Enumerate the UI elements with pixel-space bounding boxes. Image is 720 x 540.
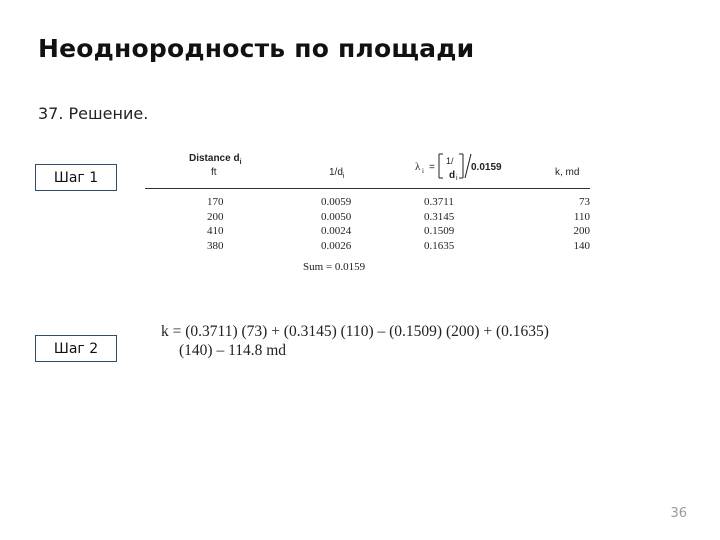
cell-lambda: 0.1509 <box>424 225 455 237</box>
svg-text:i: i <box>422 167 424 175</box>
cell-inverse: 0.0026 <box>321 239 352 252</box>
permeability-calculation <box>161 322 549 360</box>
step-2-label-box <box>35 335 117 362</box>
header-permeability: k, md <box>555 167 580 178</box>
cell-inverse: 0.0024 <box>321 225 352 237</box>
cell-lambda: 0.3145 <box>424 210 455 223</box>
header-distance: Distance $d_i$ <box>189 153 242 166</box>
table-row <box>145 240 590 255</box>
table-row <box>145 211 590 226</box>
svg-text:0.0159: 0.0159 <box>471 162 502 173</box>
svg-text:=: = <box>429 162 435 173</box>
calculation-line-1: k = (0.3711) (73) + (0.3145) (110) – (0.1509) (200) + (0.1635) <box>161 323 549 340</box>
step-1-label: Шаг 1 <box>53 169 99 186</box>
step-1-label-box <box>35 164 117 191</box>
page-number: 36 <box>670 506 687 521</box>
cell-distance: 170 <box>207 196 224 208</box>
table-row <box>145 225 590 240</box>
header-lambda-formula <box>413 148 513 186</box>
svg-text:i: i <box>456 175 458 182</box>
calculation-line-2: (140) – 114.8 md <box>179 342 287 359</box>
calculation-table <box>145 148 590 273</box>
cell-lambda: 0.1635 <box>424 239 455 252</box>
svg-text:1/: 1/ <box>446 156 454 166</box>
cell-lambda: 0.3711 <box>424 196 454 208</box>
svg-text:λ: λ <box>415 161 421 173</box>
cell-inverse: 0.0059 <box>321 196 352 208</box>
problem-heading: 37. Решение. <box>38 104 149 123</box>
cell-inverse: 0.0050 <box>321 210 352 223</box>
step-2-label: Шаг 2 <box>53 340 99 357</box>
cell-distance: 410 <box>207 225 224 237</box>
cell-permeability: 110 <box>573 210 590 223</box>
page-title: Неоднородность по площади <box>38 34 475 63</box>
table-sum: Sum = 0.0159 <box>303 261 366 273</box>
cell-permeability: 73 <box>579 196 590 208</box>
table-header <box>145 148 590 189</box>
header-inverse-distance: $1/d_i$ <box>329 167 345 180</box>
cell-distance: 380 <box>207 239 224 252</box>
svg-text:d: d <box>449 170 456 181</box>
table-body <box>145 196 590 254</box>
table-row <box>145 196 590 211</box>
header-distance-unit: ft <box>211 167 217 178</box>
cell-distance: 200 <box>207 210 224 223</box>
cell-permeability: 140 <box>573 239 590 252</box>
cell-permeability: 200 <box>573 225 590 237</box>
